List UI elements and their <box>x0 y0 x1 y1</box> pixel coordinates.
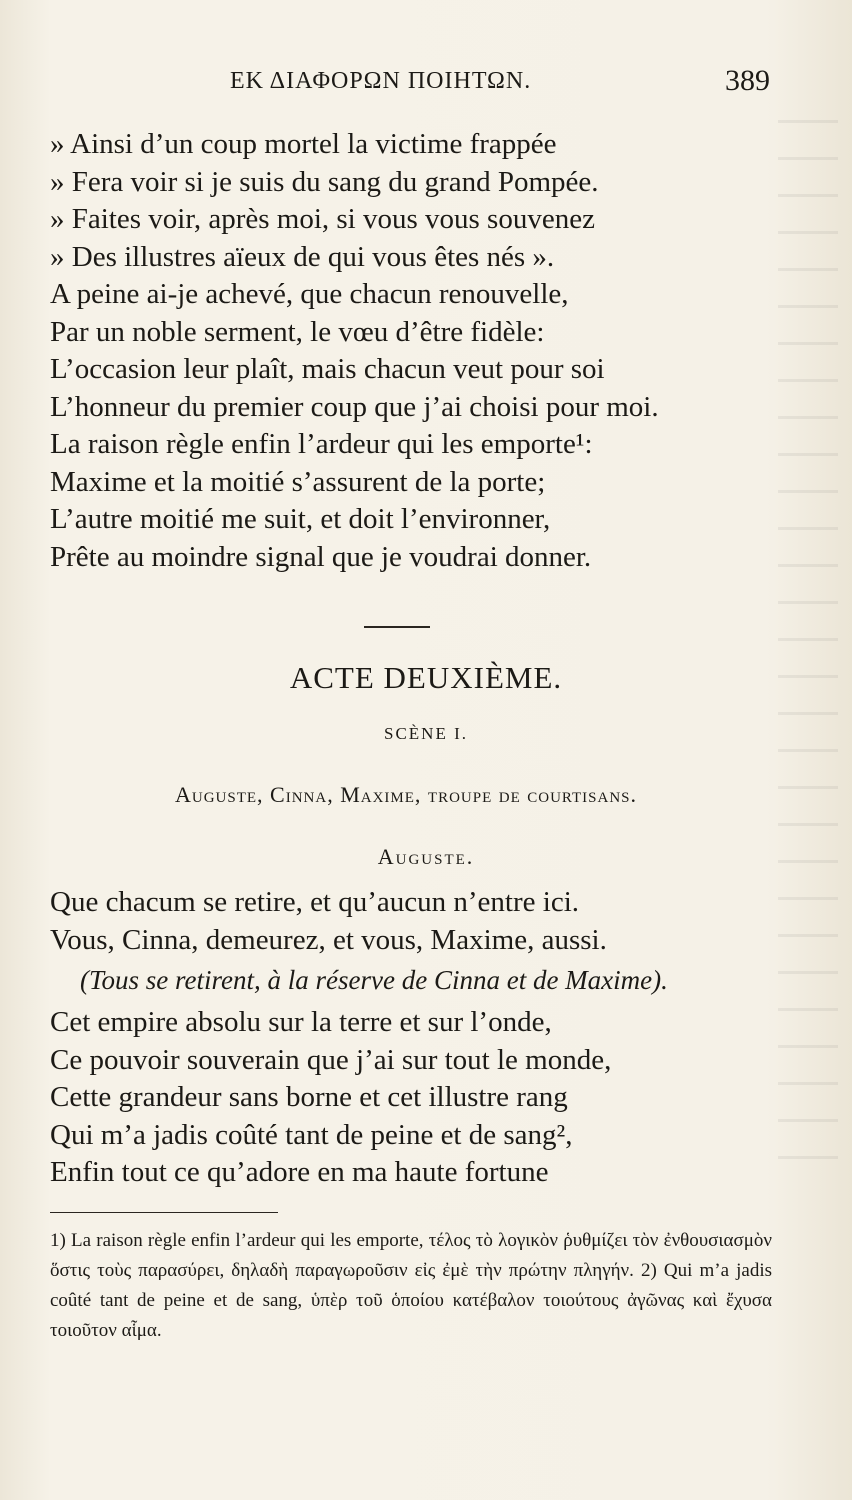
verse-line: Que chacum se retire, et qu’aucun n’entre ici. <box>50 886 579 918</box>
verse-block-top <box>50 126 770 576</box>
running-title: ΕΚ ΔΙΑΦΟΡΩΝ ΠΟΙΗΤΩΝ. <box>230 68 532 94</box>
verse-line: » Faites voir, après moi, si vous vous souvenez <box>50 203 595 235</box>
show-through-text <box>778 120 838 1180</box>
verse-line: L’occasion leur plaît, mais chacun veut pour soi <box>50 353 605 385</box>
verse-line: Cet empire absolu sur la terre et sur l’onde, <box>50 1006 552 1038</box>
verse-line: Maxime et la moitié s’assurent de la porte; <box>50 465 546 498</box>
footnote-2-marker: 2) <box>640 1260 657 1281</box>
verse-line: » Des illustres aïeux de qui vous êtes nés ». <box>50 240 555 273</box>
verse-line: La raison règle enfin l’ardeur qui les emporte¹: <box>50 428 593 460</box>
footnote-2-text: Qui m’a jadis coûté tant de peine et de sang, ὑπὲρ τοῦ ὁποίου κατέβαλον τοιούτους ἀγῶνας καὶ ἔχυσα τοιοῦτον αἷμα. <box>50 1260 773 1341</box>
verse-line: A peine ai-je achevé, que chacun renouvelle, <box>50 278 569 310</box>
footnotes <box>50 1226 772 1346</box>
dramatis-personae: Auguste, Cinna, Maxime, troupe de courtisans. <box>174 782 638 807</box>
section-divider <box>364 626 430 628</box>
verse-line: Par un noble serment, le vœu d’être fidèle: <box>50 315 545 348</box>
page-number: 389 <box>725 64 770 97</box>
footnote-rule <box>50 1212 278 1213</box>
verse-block-middle <box>50 884 770 959</box>
scene-title: SCÈNE I. <box>384 724 468 743</box>
stage-direction: (Tous se retirent, à la réserve de Cinna et de Maxime). <box>80 965 668 995</box>
act-title: ACTE DEUXIÈME. <box>289 660 563 695</box>
verse-line: L’honneur du premier coup que j’ai choisi pour moi. <box>50 390 659 423</box>
footnote-1-text: La raison règle enfin l’ardeur qui les emporte, τέλος τὸ λογικὸν ῥυθμίζει τὸν ἐνθουσιασμὸν ὅστις τοὺς παρασύρει, δηλαδὴ παραγωροῦσιν εἰς ἐμὲ τὴν πρώτην πληγήν. <box>50 1230 773 1281</box>
verse-line: Qui m’a jadis coûté tant de peine et de sang², <box>50 1118 573 1151</box>
speaker-name: Auguste. <box>377 844 475 869</box>
verse-line: Enfin tout ce qu’adore en ma haute fortune <box>50 1156 549 1188</box>
verse-line: » Fera voir si je suis du sang du grand Pompée. <box>50 165 599 198</box>
verse-line: Vous, Cinna, demeurez, et vous, Maxime, aussi. <box>50 923 607 956</box>
page-header <box>50 62 770 102</box>
verse-line: L’autre moitié me suit, et doit l’environner, <box>50 503 551 535</box>
verse-block-bottom <box>50 1004 770 1192</box>
verse-line: Cette grandeur sans borne et cet illustre rang <box>50 1081 568 1113</box>
verse-line: Ce pouvoir souverain que j’ai sur tout le monde, <box>50 1043 612 1076</box>
footnote-1-marker: 1) <box>50 1230 66 1251</box>
verse-line: » Ainsi d’un coup mortel la victime frappée <box>50 128 557 160</box>
verse-line: Prête au moindre signal que je voudrai donner. <box>50 540 592 573</box>
